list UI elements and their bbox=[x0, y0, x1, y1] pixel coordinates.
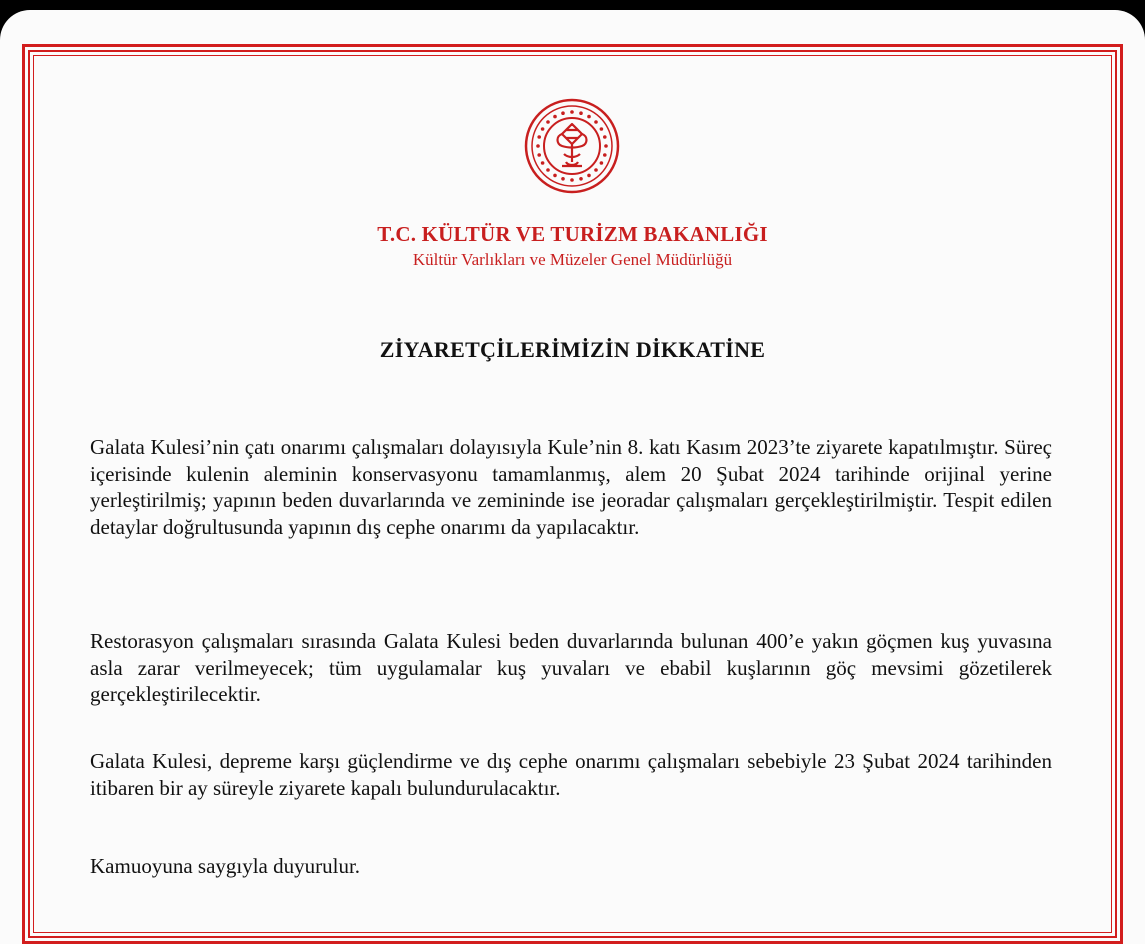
ministry-subtitle: Kültür Varlıkları ve Müzeler Genel Müdürlüğü bbox=[412, 250, 733, 269]
ministry-name: T.C. KÜLTÜR VE TURİZM BAKANLIĞI bbox=[377, 222, 768, 246]
notice-closing: Kamuoyuna saygıyla duyurulur. bbox=[90, 854, 361, 878]
notice-paragraph-3: Galata Kulesi, depreme karşı güçlendirme ve dış cephe onarımı çalışmaları sebebiyle 23 Şubat 2024 tarihinden itibaren bir ay süreyle ziyarete kapalı bulundurulacaktır. bbox=[90, 749, 1052, 800]
notice-paragraph-1: Galata Kulesi’nin çatı onarımı çalışmaları dolayısıyla Kule’nin 8. katı Kasım 2023’te ziyarete kapatılmıştır. Süreç içerisinde kulenin aleminin konservasyonu tamamlanmış, alem 20 Şubat 2024 tarihinde orijinal yerine yerleştirilmiş; yapının beden duvarlarında ve zemininde ise jeoradar çalışmaları gerçekleştirilmiştir. Tespit edilen detaylar doğrultusunda yapının dış cephe onarımı da yapılacaktır. bbox=[90, 435, 1052, 539]
notice-paragraph-2: Restorasyon çalışmaları sırasında Galata Kulesi beden duvarlarında bulunan 400’e yakın göçmen kuş yuvasına asla zarar verilmeyecek; tüm uygulamalar kuş yuvaları ve ebabil kuşlarının göç mevsimi gözetilerek gerçekleştirilecektir. bbox=[90, 629, 1052, 706]
notice-sheet bbox=[0, 10, 1145, 944]
notice-title: ZİYARETÇİLERİMİZİN DİKKATİNE bbox=[379, 337, 766, 362]
notice-content bbox=[22, 44, 1123, 944]
ministry-emblem-icon bbox=[522, 96, 622, 196]
